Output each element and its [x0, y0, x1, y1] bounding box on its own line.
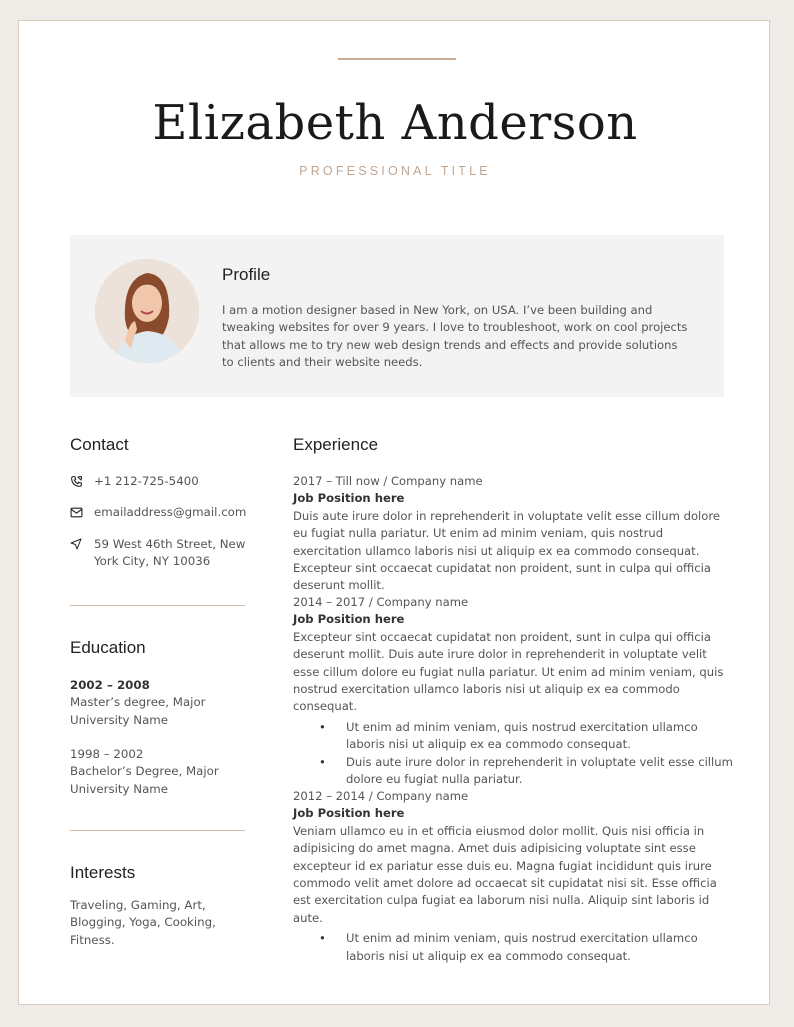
email-address[interactable]: emailaddress@gmail.com [94, 505, 247, 519]
job-bullets [293, 930, 733, 965]
education-heading: Education [70, 638, 146, 657]
email-icon [70, 504, 94, 523]
resume-page [18, 20, 770, 1005]
experience-heading: Experience [293, 435, 379, 454]
job-period: 2014 – 2017 / Company name [293, 595, 469, 609]
education-years: 1998 – 2002 [70, 747, 144, 761]
education-school: University Name [70, 712, 169, 727]
education-school: University Name [70, 781, 169, 796]
professional-title: PROFESSIONAL TITLE [299, 164, 491, 178]
contact-phone [70, 473, 199, 493]
job-period: 2017 – Till now / Company name [293, 474, 483, 488]
contact-heading: Contact [70, 435, 129, 454]
phone-number[interactable]: +1 212-725-5400 [94, 474, 199, 488]
job-position: Job Position here [293, 491, 405, 506]
profile-text: I am a motion designer based in New York, on USA. I’ve been building and tweaking websites for over 9 years. I love to troubleshoot, work on cool projects that allows me to try new web design trends and effects and provide solutions to clients and their website needs. [222, 303, 688, 370]
interests-text: Traveling, Gaming, Art, Blogging, Yoga, Cooking, Fitness. [70, 898, 216, 947]
experience-item [293, 788, 733, 965]
profile-heading: Profile [222, 265, 271, 284]
contact-address [70, 536, 245, 571]
job-description: Duis aute irure dolor in reprehenderit in voluptate velit esse cillum dolore eu fugiat nulla pariatur. Ut enim ad minim veniam, quis nostrud exercitation ullamco laboris nisi ut aliquip ex ea commodo consequat. Excepteur sint occaecat cupidatat non proident, sunt in culpa qui officia deserunt mollit. [293, 508, 720, 593]
profile-photo [95, 259, 199, 363]
education-years: 2002 – 2008 [70, 678, 150, 692]
experience-item [293, 473, 733, 595]
job-bullet: • Ut enim ad minim veniam, quis nostrud exercitation ullamco laboris nisi ut aliquip ex ea commodo consequat. [346, 930, 733, 965]
experience-item [293, 594, 733, 788]
section-divider [70, 605, 245, 606]
interests-heading: Interests [70, 863, 136, 882]
location-arrow-icon [70, 536, 94, 555]
job-bullets [293, 719, 733, 789]
job-position: Job Position here [293, 612, 405, 627]
job-bullet: • Ut enim ad minim veniam, quis nostrud exercitation ullamco laboris nisi ut aliquip ex ea commodo consequat. [346, 719, 733, 754]
job-period: 2012 – 2014 / Company name [293, 789, 469, 803]
profile-panel [70, 235, 724, 397]
candidate-name: Elizabeth Anderson [152, 95, 638, 151]
education-degree: Master’s degree, Major [70, 695, 206, 710]
education-degree: Bachelor’s Degree, Major [70, 764, 219, 779]
job-description: Excepteur sint occaecat cupidatat non proident, sunt in culpa qui officia deserunt mollit. Duis aute irure dolor in reprehenderit in voluptate velit esse cillum dolore eu fugiat nulla pariatur. Ut enim ad minim veniam, quis nostrud exercitation ullamco laboris nisi ut aliquip ex ea commodo consequat. [293, 629, 724, 714]
education-item [70, 677, 260, 729]
section-divider [70, 830, 245, 831]
job-position: Job Position here [293, 806, 405, 821]
top-accent-rule [338, 58, 456, 60]
job-description: Veniam ullamco eu in et officia eiusmod dolor mollit. Quis nisi officia in adipisicing do amet magna. Amet duis adipisicing voluptate sint esse excepteur id ex pariatur esse duis eu. Magna fugiat incididunt quis irure commodo velit amet dolore ad occaecat sit cupidatat nisi sit. Esse officia est exercitation culpa fugiat ea laborum nisi nulla. Aliquip sint laboris id aute. [293, 823, 717, 925]
address-line-2: York City, NY 10036 [94, 554, 211, 569]
education-item [70, 746, 260, 798]
contact-email [70, 504, 246, 523]
job-bullet: • Duis aute irure dolor in reprehenderit in voluptate velit esse cillum dolore eu fugiat nulla pariatur. [346, 754, 733, 789]
phone-icon [70, 473, 94, 493]
address-line-1: 59 West 46th Street, New [94, 537, 246, 551]
